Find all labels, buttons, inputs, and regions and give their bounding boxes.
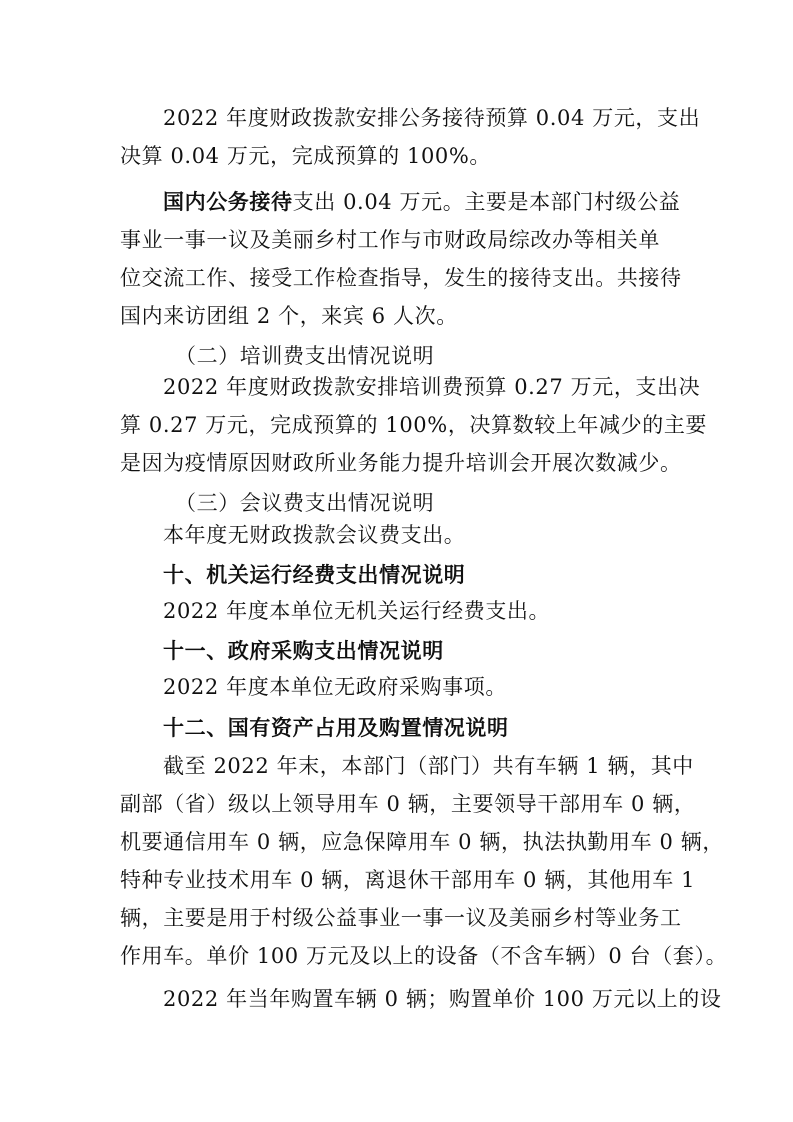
para-reception-budget-line-1: 2022 年度财政拨款安排公务接待预算 0.04 万元，支出 <box>163 106 701 130</box>
para-domestic-reception-line-4: 国内来访团组 2 个，来宾 6 人次。 <box>120 304 458 328</box>
domestic-reception-label: 国内公务接待 <box>163 190 293 214</box>
para-reception-budget-line-2: 决算 0.04 万元，完成预算的 100%。 <box>120 144 492 168</box>
para-assets-line-5: 辆，主要是用于村级公益事业一事一议及美丽乡村等业务工 <box>120 906 682 930</box>
para-training-line-2: 算 0.27 万元，完成预算的 100%，决算数较上年减少的主要 <box>120 413 708 437</box>
para-assets-line-3: 机要通信用车 0 辆，应急保障用车 0 辆，执法执勤用车 0 辆， <box>120 830 724 854</box>
heading-section-10: 十、机关运行经费支出情况说明 <box>163 563 466 587</box>
para-training-line-1: 2022 年度财政拨款安排培训费预算 0.27 万元，支出决 <box>163 375 701 399</box>
para-assets-line-6: 作用车。单价 100 万元及以上的设备（不含车辆）0 台（套）。 <box>120 944 728 968</box>
subheading-training: （二）培训费支出情况说明 <box>175 344 435 368</box>
domestic-reception-text: 支出 0.04 万元。主要是本部门村级公益 <box>292 190 681 214</box>
para-domestic-reception-line-1 <box>163 187 680 217</box>
para-domestic-reception-line-3: 位交流工作、接受工作检查指导，发生的接待支出。共接待 <box>120 266 682 290</box>
para-assets-line-1: 截至 2022 年末，本部门（部门）共有车辆 1 辆，其中 <box>163 754 694 778</box>
para-operating-expenses: 2022 年度本单位无机关运行经费支出。 <box>163 599 551 623</box>
para-purchases-line-1: 2022 年当年购置车辆 0 辆；购置单价 100 万元以上的设 <box>163 987 722 1011</box>
para-training-line-3: 是因为疫情原因财政所业务能力提升培训会开展次数减少。 <box>120 451 682 475</box>
para-domestic-reception-line-2: 事业一事一议及美丽乡村工作与市财政局综改办等相关单 <box>120 228 660 252</box>
subheading-meeting: （三）会议费支出情况说明 <box>175 491 435 515</box>
para-meeting: 本年度无财政拨款会议费支出。 <box>163 523 466 547</box>
heading-section-11: 十一、政府采购支出情况说明 <box>163 639 444 663</box>
para-assets-line-2: 副部（省）级以上领导用车 0 辆，主要领导干部用车 0 辆， <box>120 792 696 816</box>
para-procurement: 2022 年度本单位无政府采购事项。 <box>163 675 507 699</box>
heading-section-12: 十二、国有资产占用及购置情况说明 <box>163 716 509 740</box>
para-assets-line-4: 特种专业技术用车 0 辆，离退休干部用车 0 辆，其他用车 1 <box>120 868 696 892</box>
